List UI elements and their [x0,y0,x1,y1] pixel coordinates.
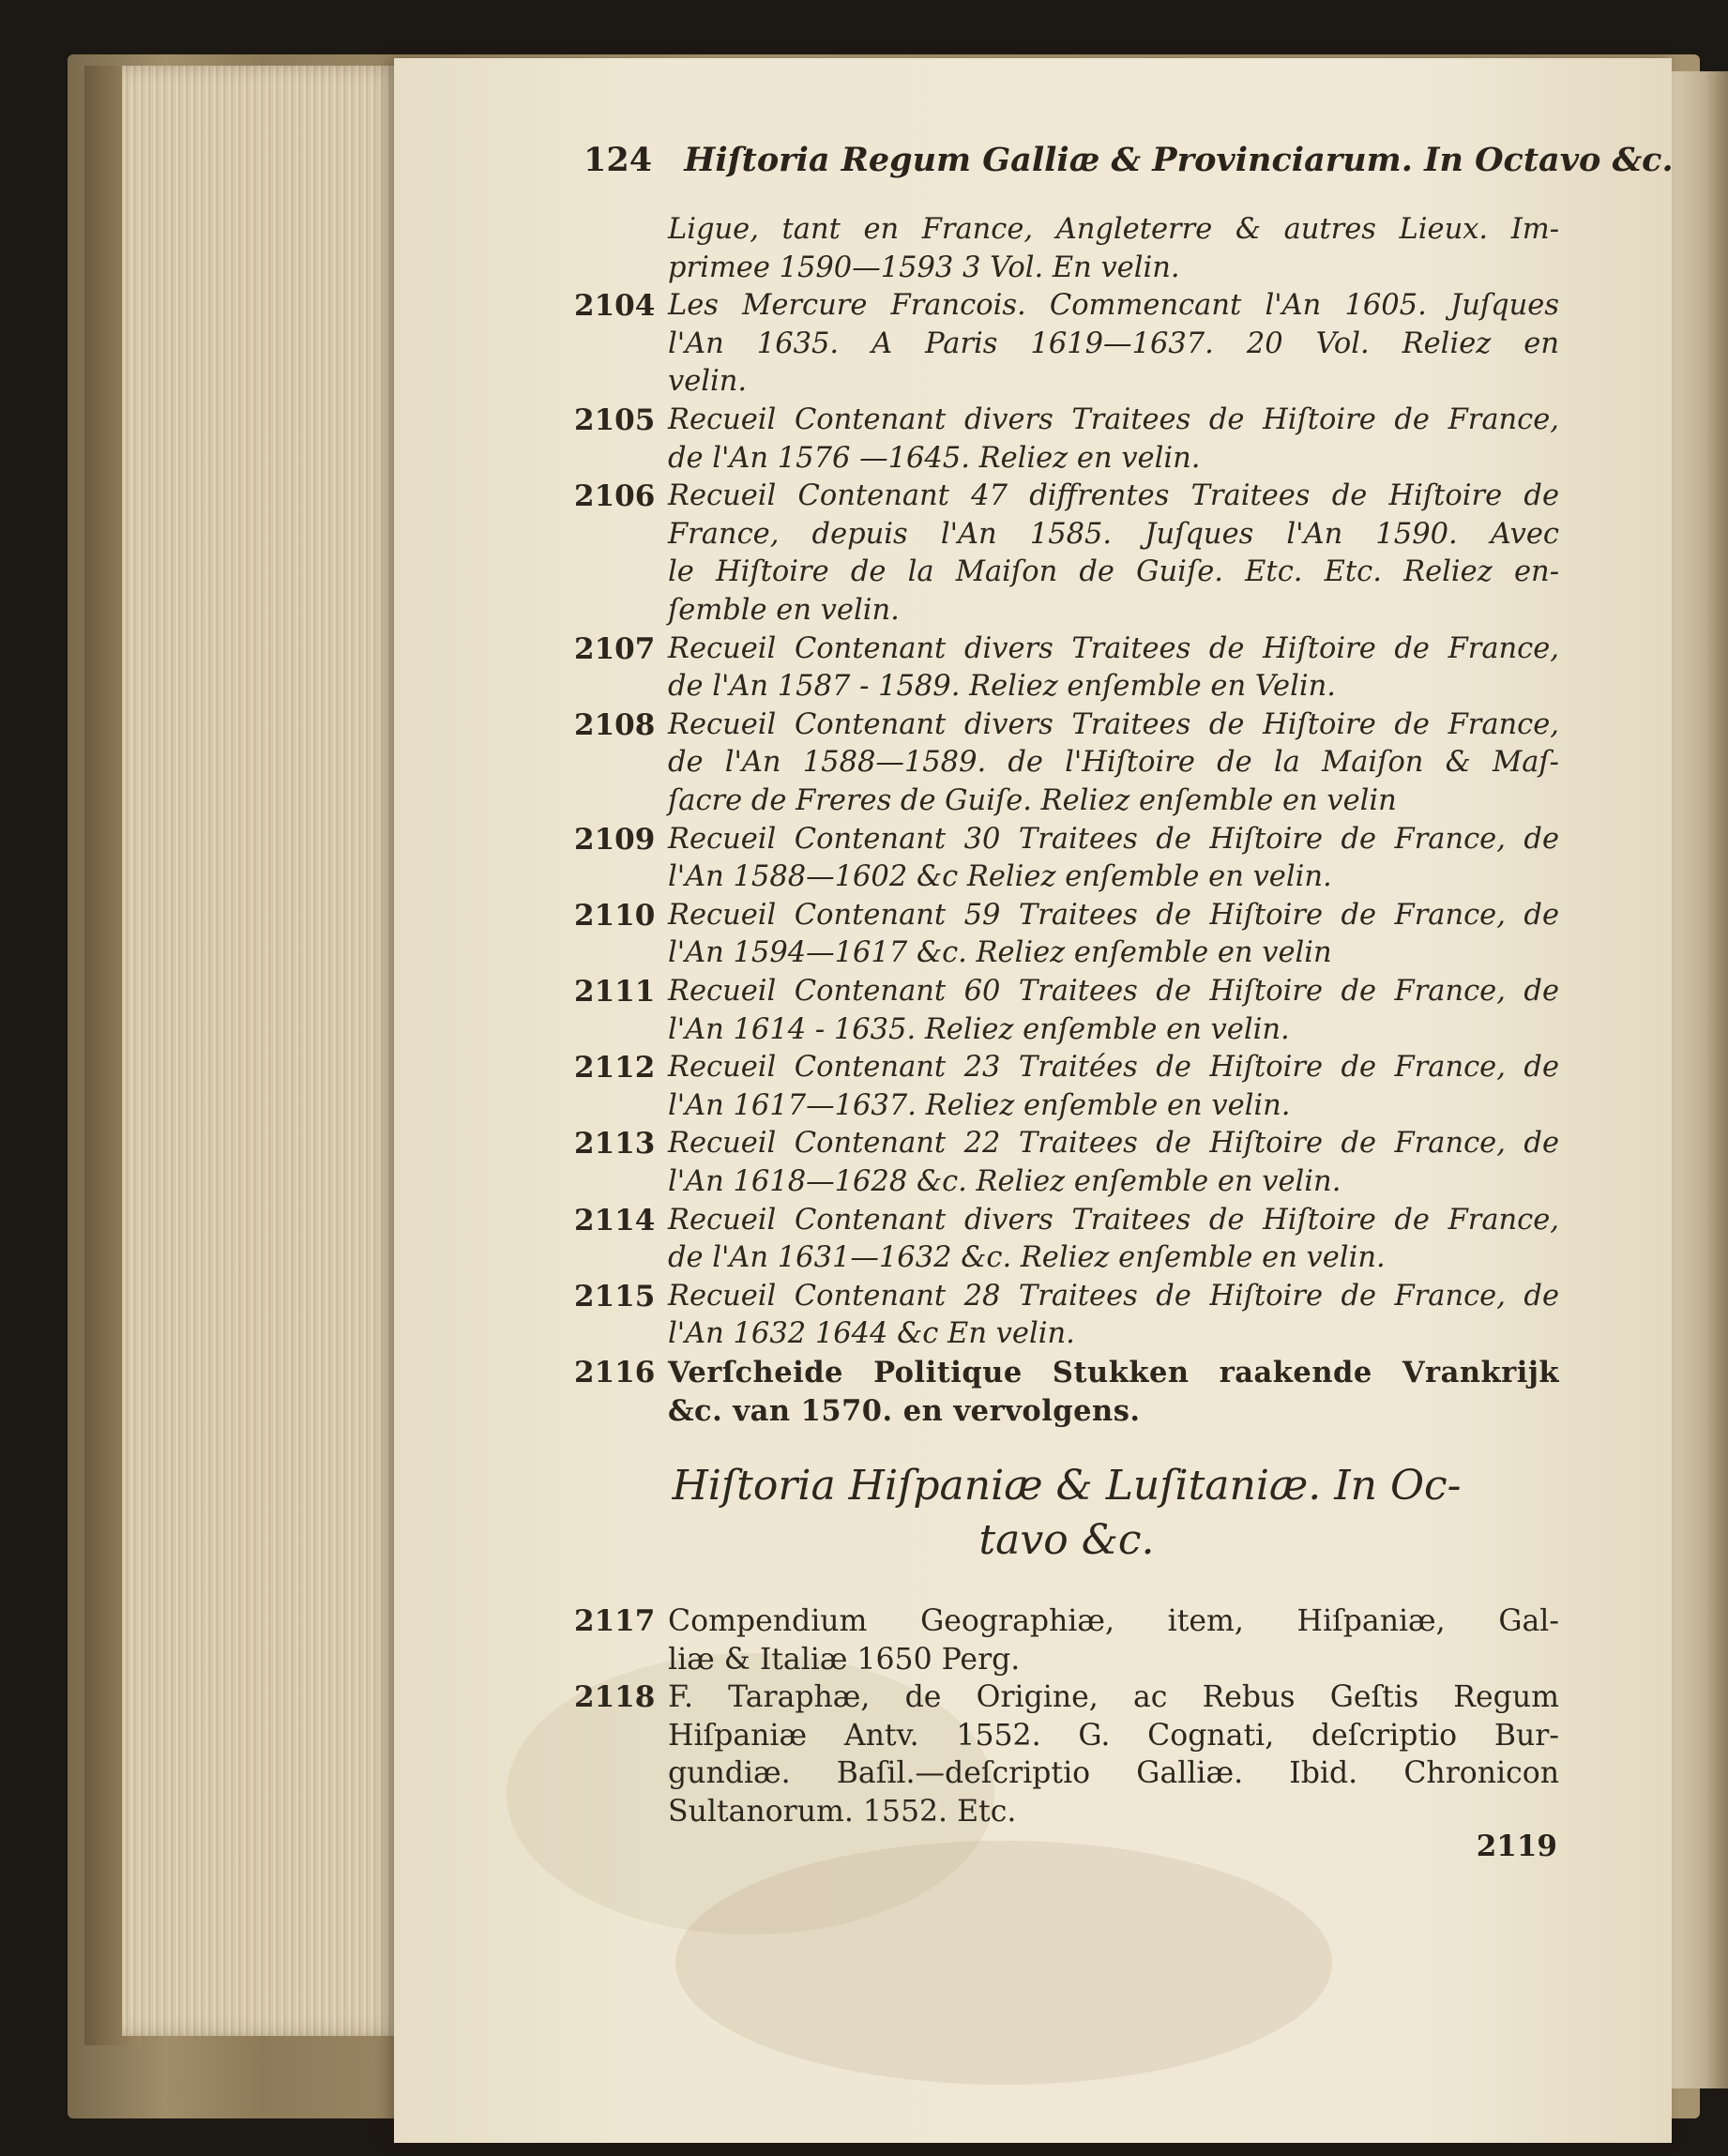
entry-number: 2105 [574,403,656,437]
catalogue-entry [574,478,1559,630]
catalogue-entry [574,402,1559,478]
entry-line: Recueil Contenant divers Traitees de Hiſtoire de France, [668,1203,1559,1237]
entry-line: Verſcheide Politique Stukken raakende Vrankrijk [668,1356,1559,1389]
entry-text [668,1202,1559,1278]
entry-number: 2106 [574,479,656,514]
entry-line: de l'An 1587 - 1589. Reliez enſemble en Velin. [668,670,1336,704]
entry-text [668,287,1559,402]
entry-line: Recueil Contenant 59 Traitees de Hiſtoire de France, de [668,898,1559,932]
entry-number: 2118 [574,1680,656,1714]
catalogue-entry [574,897,1559,973]
entry-line: Compendium Geographiæ, item, Hiſpaniæ, Gal- [668,1604,1559,1638]
entry-line: Recueil Contenant 30 Traitees de Hiſtoire de France, de [668,822,1559,856]
catalogue-entry [574,1278,1559,1354]
entry-line: ſemble en velin. [668,593,900,627]
entry-line: gundiæ. Baſil.—deſcriptio Galliæ. Ibid. Chronicon [668,1756,1559,1790]
catalogue-entry [574,1354,1559,1430]
entry-number: 2116 [574,1356,656,1389]
catalogue-entry [574,1602,1559,1678]
entry-line: de l'An 1588—1589. de l'Hiſtoire de la Maiſon & Maſ- [668,746,1559,780]
facing-page-edge [1672,71,1728,2088]
entry-line: France, depuis l'An 1585. Juſques l'An 1590. Avec [668,517,1559,551]
entry-line: velin. [668,365,748,399]
catalogue-entry [574,821,1559,897]
entry-number: 2114 [574,1203,656,1237]
entry-text [668,478,1559,630]
entry-line: l'An 1588—1602 &c Reliez enſemble en velin. [668,860,1332,894]
running-title: Hiſtoria Regum Galliæ & Provinciarum. In Octavo &c. [684,141,1674,179]
entry-text [668,1602,1559,1678]
entry-number: 2111 [574,975,656,1009]
entry-text [668,973,1559,1049]
entry-text [668,706,1559,821]
entry-number: 2108 [574,707,656,742]
entry-number: 2104 [574,289,656,324]
entry-line: l'An 1617—1637. Reliez enſemble en velin. [668,1088,1291,1122]
section-heading-line-2: tavo &c. [978,1516,1155,1564]
running-header [584,141,1674,179]
entry-line: Recueil Contenant 23 Traitées de Hiſtoire de France, de [668,1051,1559,1085]
page-number: 124 [584,141,653,179]
entry-text [668,630,1559,706]
section-heading-line-1: Hiſtoria Hiſpaniæ & Luſitaniæ. In Oc- [672,1462,1462,1510]
entry-line: l'An 1614 - 1635. Reliez enſemble en velin. [668,1012,1290,1046]
catalogue-entry [574,706,1559,821]
entry-line: Les Mercure Francois. Commencant l'An 1605. Juſques [668,289,1559,323]
page-block-edge [122,66,403,2036]
catchword: 2119 [1476,1830,1557,1863]
entry-line: de l'An 1631—1632 &c. Reliez enſemble en velin. [668,1241,1386,1275]
entry-line: l'An 1635. A Paris 1619—1637. 20 Vol. Reliez en [668,326,1559,360]
entry-line: &c. van 1570. en vervolgens. [668,1393,1141,1428]
entry-line: le Hiſtoire de la Maiſon de Guiſe. Etc. Etc. Reliez en- [668,555,1559,589]
catalogue-entry [574,973,1559,1049]
entry-line: ſacre de Freres de Guiſe. Reliez enſemble en velin [668,783,1397,817]
entry-text [668,1125,1559,1201]
entry-line: liæ & Italiæ 1650 Perg. [668,1642,1021,1677]
entry-text [668,821,1559,897]
catalogue-entry [574,1049,1559,1125]
entry-line: Recueil Contenant divers Traitees de Hiſtoire de France, [668,631,1559,665]
entry-line: l'An 1632 1644 &c En velin. [668,1317,1075,1351]
entry-number: 2115 [574,1279,656,1313]
section-heading [574,1459,1559,1568]
catalogue-entry [574,630,1559,706]
entry-number: 2109 [574,822,656,857]
entry-text [668,1678,1559,1830]
entry-text [668,1354,1559,1430]
entry-text [668,1049,1559,1125]
entry-text [668,897,1559,973]
entry-line: Recueil Contenant 28 Traitees de Hiſtoire de France, de [668,1279,1559,1313]
catalogue-entry [574,1125,1559,1201]
entry-line: de l'An 1576 —1645. Reliez en velin. [668,441,1201,475]
entry-line: Sultanorum. 1552. Etc. [668,1794,1017,1829]
entry-number: 2112 [574,1051,656,1086]
entry-line: Recueil Contenant divers Traitees de Hiſtoire de France, [668,707,1559,741]
entry-number: 2117 [574,1604,656,1638]
entry-number: 2107 [574,631,656,666]
entry-number: 2113 [574,1127,656,1162]
entry-line: l'An 1594—1617 &c. Reliez enſemble en velin [668,936,1332,970]
catalogue-entry [574,287,1559,402]
entry-line: Recueil Contenant 22 Traitees de Hiſtoire de France, de [668,1127,1559,1161]
entry-text [668,402,1559,478]
entry-line: F. Taraphæ, de Origine, ac Rebus Geſtis Regum [668,1680,1559,1714]
entry-line: Recueil Contenant divers Traitees de Hiſtoire de France, [668,403,1559,436]
catalogue-entry [574,1678,1559,1830]
entry-line: Recueil Contenant 60 Traitees de Hiſtoire de France, de [668,975,1559,1008]
entry-text [668,1278,1559,1354]
entry-number: 2110 [574,898,656,933]
entry-line: l'An 1618—1628 &c. Reliez enſemble en velin. [668,1164,1341,1198]
catalogue-entry [574,1202,1559,1278]
entry-text [668,211,1559,287]
entry-line: primee 1590—1593 3 Vol. En velin. [668,251,1180,284]
entry-line: Hiſpaniæ Antv. 1552. G. Cognati, deſcriptio Bur- [668,1718,1559,1753]
page-stain [675,1841,1332,2085]
entry-line: Recueil Contenant 47 diffrentes Traitees de Hiſtoire de [668,479,1559,513]
entry-line: Ligue, tant en France, Angleterre & autres Lieux. Im- [668,213,1559,246]
catalogue-entry [574,211,1559,287]
